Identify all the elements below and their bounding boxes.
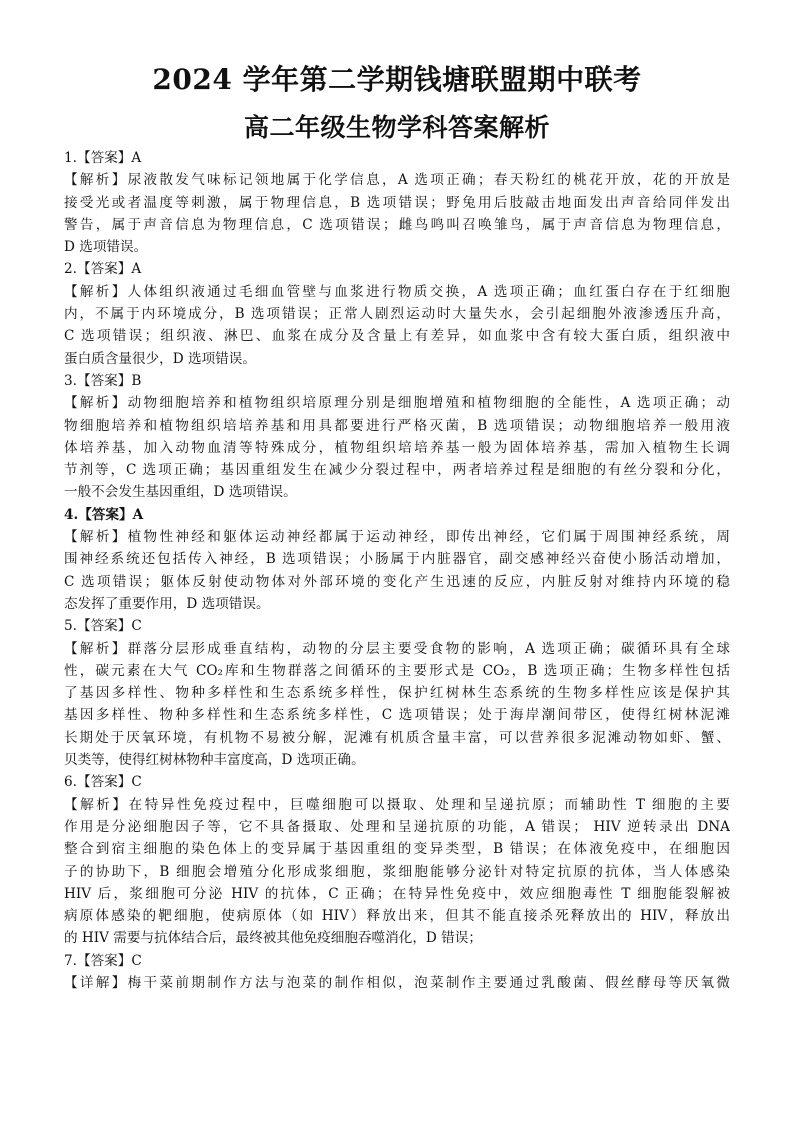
answer-label-q3: 3.【答案】B [64,372,142,389]
answer-label-q6: 6.【答案】C [64,774,142,791]
explanation-line: 节剂等，C 选项正确；基因重组发生在减少分裂过程中，两者培养过程是细胞的有丝分裂和分化， [64,462,730,479]
explanation-line: C 选项错误；躯体反射使动物体对外部环境的变化产生迅速的反应，内脏反射对维持内环境的稳 [64,573,730,590]
explanation-line: 【详解】梅干菜前期制作方法与泡菜的制作相似，泡菜制作主要通过乳酸菌、假丝酵母等厌氧微 [64,974,730,991]
answer-label-q1: 1.【答案】A [64,150,142,166]
explanation-line: HIV 后，浆细胞可分泌 HIV 的抗体，C 正确；在特异性免疫中，效应细胞毒性 T 细胞能裂解被 [64,885,730,902]
answer-label-q4: 4.【答案】A [64,506,144,523]
explanation-line: 围神经系统还包括传入神经，B 选项错误；小肠属于内脏器官，副交感神经兴奋使小肠活动增加， [64,551,730,568]
explanation-line: 子的协助下，B 细胞会增殖分化形成浆细胞，浆细胞能够分泌针对特定抗原的抗体，当人体感染 [64,863,730,880]
explanation-line: 长期处于厌氧环境，有机物不易被分解，泥滩有机质含量丰富，可以营养很多泥滩动物如虾、蟹、 [64,729,730,746]
explanation-line: 内，不属于内环境成分，B 选项错误；正常人剧烈运动时大量失水，会引起细胞外液渗透压升高， [64,306,730,323]
explanation-line: 【解析】人体组织液通过毛细血管壁与血浆进行物质交换，A 选项正确；血红蛋白存在于红细胞 [64,283,730,300]
explanation-line: 【解析】植物性神经和躯体运动神经都属于运动神经，即传出神经，它们属于周围神经系统，周 [64,529,730,546]
explanation-line: 整合到宿主细胞的染色体上的变异属于基因重组的变异类型，B 错误；在体液免疫中，在细胞因 [64,841,730,858]
page-title: 2024 学年第二学期钱塘联盟期中联考 [152,63,642,96]
page-subtitle: 高二年级生物学科答案解析 [243,113,550,142]
explanation-line: 作用是分泌细胞因子等，它不具备摄取、处理和呈递抗原的功能，A 错误； HIV 逆转录出 DNA [64,818,730,835]
explanation-line: 【解析】动物细胞培养和植物组织培原理分别是细胞增殖和植物细胞的全能性，A 选项正确；动 [64,395,730,412]
explanation-line: 基因多样性、物种多样性和生态系统多样性，C 选项错误；处于海岸潮间带区，使得红树林泥滩 [64,707,730,724]
explanation-line: 病原体感染的靶细胞，使病原体（如 HIV）释放出来，但其不能直接杀死释放出的 HIV，释放出 [64,908,730,925]
explanation-line: 的 HIV 需要与抗体结合后，最终被其他免疫细胞吞噬消化，D 错误； [64,930,482,947]
answer-label-q7: 7.【答案】C [64,952,142,969]
explanation-line: 了基因多样性、物种多样性和生态系统多样性，保护红树林生态系统的生物多样性应该是保护其 [64,685,730,702]
explanation-line: 蛋白质含量很少，D 选项错误。 [64,350,256,367]
explanation-line: 【解析】在特异性免疫过程中，巨噬细胞可以摄取、处理和呈递抗原；而辅助性 T 细胞的主要 [64,796,730,813]
answer-label-q5: 5.【答案】C [64,618,142,635]
explanation-line: 态发挥了重要作用，D 选项错误。 [64,595,270,612]
explanation-line: 物细胞培养和植物组织培培养基和用具都要进行严格灭菌，B 选项错误；动物细胞培养一般用液 [64,417,730,434]
explanation-line: 体培养基，加入动物血清等特殊成分，植物组织培培养基一般为固体培养基，需加入植物生长调 [64,439,730,456]
explanation-line: D 选项错误。 [64,239,148,256]
answer-label-q2: 2.【答案】A [64,261,142,278]
answer-content [64,147,730,994]
explanation-line: 性，碳元素在大气 CO₂库和生物群落之间循环的主要形式是 CO₂，B 选项正确；生物多样性包括 [64,662,730,679]
explanation-line: 接受光或者温度等刺激，属于物理信息，B 选项错误；野兔用后肢敲击地面发出声音给同伴发出 [64,194,730,211]
explanation-line: 一般不会发生基因重组，D 选项错误。 [64,484,297,501]
explanation-line: 【解析】群落分层形成垂直结构，动物的分层主要受食物的影响，A 选项正确；碳循环具有全球 [64,640,730,657]
explanation-line: C 选项错误；组织液、淋巴、血浆在成分及含量上有差异，如血浆中含有较大蛋白质，组织液中 [64,328,730,345]
explanation-line: 警告，属于声音信息为物理信息，C 选项错误；雌鸟鸣叫召唤雏鸟，属于声音信息为物理信息， [64,216,730,233]
explanation-line: 【解析】尿液散发气味标记领地属于化学信息，A 选项正确；春天粉红的桃花开放，花的开放是 [64,172,730,189]
explanation-line: 贝类等，使得红树林物种丰富度高，D 选项正确。 [64,752,365,769]
